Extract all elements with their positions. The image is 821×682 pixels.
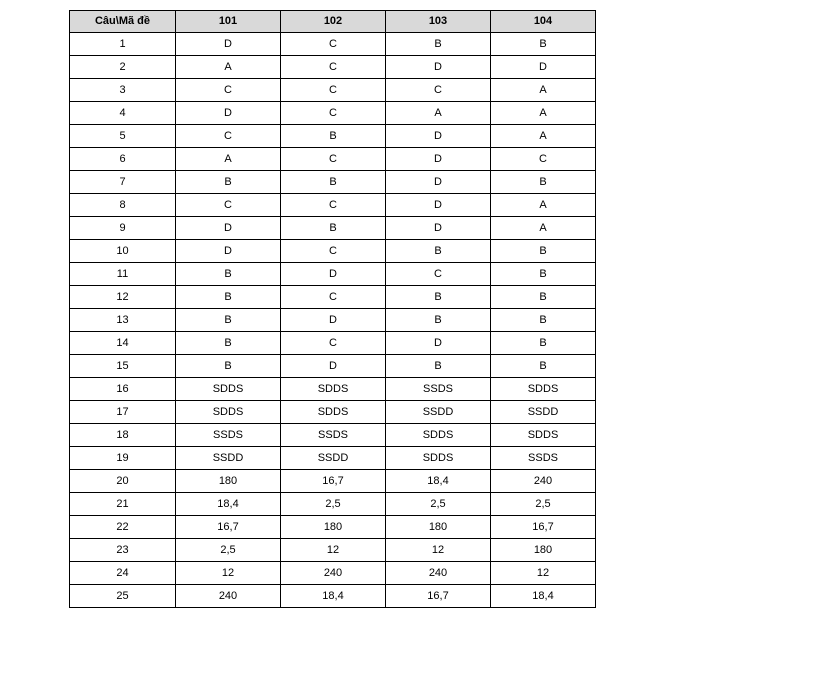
answer-cell-103: B	[386, 355, 491, 378]
answer-cell-102: B	[281, 217, 386, 240]
question-number-cell: 12	[70, 286, 176, 309]
answer-cell-104: A	[491, 79, 596, 102]
table-body	[70, 33, 596, 608]
answer-cell-101: B	[176, 286, 281, 309]
question-number-cell: 19	[70, 447, 176, 470]
answer-cell-101: 240	[176, 585, 281, 608]
answer-cell-102: C	[281, 56, 386, 79]
answer-cell-104: 180	[491, 539, 596, 562]
answer-cell-101: SSDS	[176, 424, 281, 447]
table-row	[70, 539, 596, 562]
header-cell-code-103: 103	[386, 11, 491, 33]
question-number-cell: 9	[70, 217, 176, 240]
answer-cell-103: D	[386, 56, 491, 79]
answer-cell-102: SDDS	[281, 401, 386, 424]
answer-cell-101: C	[176, 79, 281, 102]
header-cell-question-code: Câu\Mã đề	[70, 11, 176, 33]
answer-cell-101: B	[176, 171, 281, 194]
table-row	[70, 355, 596, 378]
answer-cell-103: D	[386, 217, 491, 240]
answer-cell-102: B	[281, 125, 386, 148]
answer-cell-101: 2,5	[176, 539, 281, 562]
question-number-cell: 4	[70, 102, 176, 125]
table-row	[70, 125, 596, 148]
table-row	[70, 562, 596, 585]
answer-cell-101: A	[176, 56, 281, 79]
answer-cell-102: 16,7	[281, 470, 386, 493]
table-row	[70, 470, 596, 493]
table-row	[70, 102, 596, 125]
answer-cell-101: D	[176, 33, 281, 56]
answer-cell-102: C	[281, 240, 386, 263]
answer-cell-104: C	[491, 148, 596, 171]
answer-cell-102: SSDD	[281, 447, 386, 470]
answer-cell-101: 180	[176, 470, 281, 493]
answer-cell-101: 12	[176, 562, 281, 585]
table-row	[70, 33, 596, 56]
question-number-cell: 21	[70, 493, 176, 516]
answer-cell-102: 240	[281, 562, 386, 585]
answer-cell-104: A	[491, 125, 596, 148]
table-row	[70, 585, 596, 608]
answer-cell-101: C	[176, 194, 281, 217]
answer-cell-102: B	[281, 171, 386, 194]
table-row	[70, 263, 596, 286]
answer-cell-103: B	[386, 240, 491, 263]
answer-cell-103: 180	[386, 516, 491, 539]
answer-cell-101: 16,7	[176, 516, 281, 539]
answer-cell-103: 18,4	[386, 470, 491, 493]
answer-cell-103: D	[386, 194, 491, 217]
answer-cell-103: B	[386, 33, 491, 56]
answer-cell-104: A	[491, 217, 596, 240]
question-number-cell: 1	[70, 33, 176, 56]
answer-cell-103: D	[386, 148, 491, 171]
question-number-cell: 18	[70, 424, 176, 447]
answer-cell-104: 18,4	[491, 585, 596, 608]
question-number-cell: 8	[70, 194, 176, 217]
answer-cell-104: SDDS	[491, 424, 596, 447]
answer-cell-104: B	[491, 286, 596, 309]
answer-cell-101: 18,4	[176, 493, 281, 516]
question-number-cell: 23	[70, 539, 176, 562]
header-cell-code-101: 101	[176, 11, 281, 33]
table-row	[70, 332, 596, 355]
header-row	[70, 11, 596, 33]
answer-cell-102: C	[281, 286, 386, 309]
table-row	[70, 309, 596, 332]
answer-cell-101: B	[176, 332, 281, 355]
answer-cell-104: SDDS	[491, 378, 596, 401]
answer-cell-104: A	[491, 194, 596, 217]
answer-cell-102: D	[281, 309, 386, 332]
table-row	[70, 171, 596, 194]
table-row	[70, 493, 596, 516]
answer-cell-104: B	[491, 263, 596, 286]
table-row	[70, 286, 596, 309]
table-row	[70, 516, 596, 539]
answer-cell-104: A	[491, 102, 596, 125]
question-number-cell: 22	[70, 516, 176, 539]
answer-cell-103: 16,7	[386, 585, 491, 608]
answer-cell-104: B	[491, 33, 596, 56]
answer-cell-101: SDDS	[176, 401, 281, 424]
table-row	[70, 447, 596, 470]
answer-cell-103: D	[386, 332, 491, 355]
answer-cell-102: C	[281, 33, 386, 56]
answer-cell-102: C	[281, 79, 386, 102]
answer-cell-103: D	[386, 171, 491, 194]
answer-cell-102: C	[281, 332, 386, 355]
answer-cell-101: SSDD	[176, 447, 281, 470]
answer-cell-103: D	[386, 125, 491, 148]
answer-cell-101: A	[176, 148, 281, 171]
table-row	[70, 240, 596, 263]
answer-cell-101: C	[176, 125, 281, 148]
answer-cell-102: D	[281, 355, 386, 378]
table-row	[70, 148, 596, 171]
answer-cell-104: 2,5	[491, 493, 596, 516]
answer-cell-101: B	[176, 309, 281, 332]
answer-cell-102: 18,4	[281, 585, 386, 608]
answer-cell-101: B	[176, 263, 281, 286]
answer-cell-104: B	[491, 355, 596, 378]
question-number-cell: 20	[70, 470, 176, 493]
table-row	[70, 378, 596, 401]
question-number-cell: 2	[70, 56, 176, 79]
header-cell-code-102: 102	[281, 11, 386, 33]
question-number-cell: 16	[70, 378, 176, 401]
question-number-cell: 15	[70, 355, 176, 378]
answer-cell-104: D	[491, 56, 596, 79]
answer-cell-101: D	[176, 102, 281, 125]
table-row	[70, 56, 596, 79]
table-header	[70, 11, 596, 33]
question-number-cell: 24	[70, 562, 176, 585]
answer-cell-103: B	[386, 309, 491, 332]
answer-cell-102: C	[281, 194, 386, 217]
answer-cell-104: B	[491, 171, 596, 194]
answer-key-table	[69, 10, 596, 608]
answer-cell-104: 240	[491, 470, 596, 493]
answer-cell-104: SSDD	[491, 401, 596, 424]
question-number-cell: 14	[70, 332, 176, 355]
answer-cell-101: B	[176, 355, 281, 378]
question-number-cell: 7	[70, 171, 176, 194]
answer-cell-101: D	[176, 217, 281, 240]
answer-cell-104: B	[491, 309, 596, 332]
answer-cell-102: D	[281, 263, 386, 286]
table-row	[70, 217, 596, 240]
answer-cell-103: 240	[386, 562, 491, 585]
answer-cell-103: C	[386, 263, 491, 286]
question-number-cell: 10	[70, 240, 176, 263]
answer-cell-102: 2,5	[281, 493, 386, 516]
answer-cell-103: SDDS	[386, 447, 491, 470]
answer-cell-101: SDDS	[176, 378, 281, 401]
table-row	[70, 401, 596, 424]
answer-cell-104: B	[491, 332, 596, 355]
question-number-cell: 17	[70, 401, 176, 424]
question-number-cell: 5	[70, 125, 176, 148]
question-number-cell: 11	[70, 263, 176, 286]
table-row	[70, 194, 596, 217]
answer-cell-102: C	[281, 102, 386, 125]
answer-cell-103: SDDS	[386, 424, 491, 447]
answer-cell-103: B	[386, 286, 491, 309]
answer-cell-101: D	[176, 240, 281, 263]
answer-cell-102: 180	[281, 516, 386, 539]
answer-cell-102: SSDS	[281, 424, 386, 447]
answer-cell-102: C	[281, 148, 386, 171]
answer-cell-103: 12	[386, 539, 491, 562]
question-number-cell: 6	[70, 148, 176, 171]
question-number-cell: 3	[70, 79, 176, 102]
answer-cell-103: 2,5	[386, 493, 491, 516]
answer-cell-104: B	[491, 240, 596, 263]
table-row	[70, 424, 596, 447]
answer-cell-103: C	[386, 79, 491, 102]
answer-cell-103: SSDS	[386, 378, 491, 401]
table-row	[70, 79, 596, 102]
question-number-cell: 25	[70, 585, 176, 608]
answer-cell-103: SSDD	[386, 401, 491, 424]
answer-cell-104: 16,7	[491, 516, 596, 539]
answer-cell-102: 12	[281, 539, 386, 562]
answer-cell-104: SSDS	[491, 447, 596, 470]
answer-cell-103: A	[386, 102, 491, 125]
header-cell-code-104: 104	[491, 11, 596, 33]
answer-cell-102: SDDS	[281, 378, 386, 401]
answer-cell-104: 12	[491, 562, 596, 585]
question-number-cell: 13	[70, 309, 176, 332]
